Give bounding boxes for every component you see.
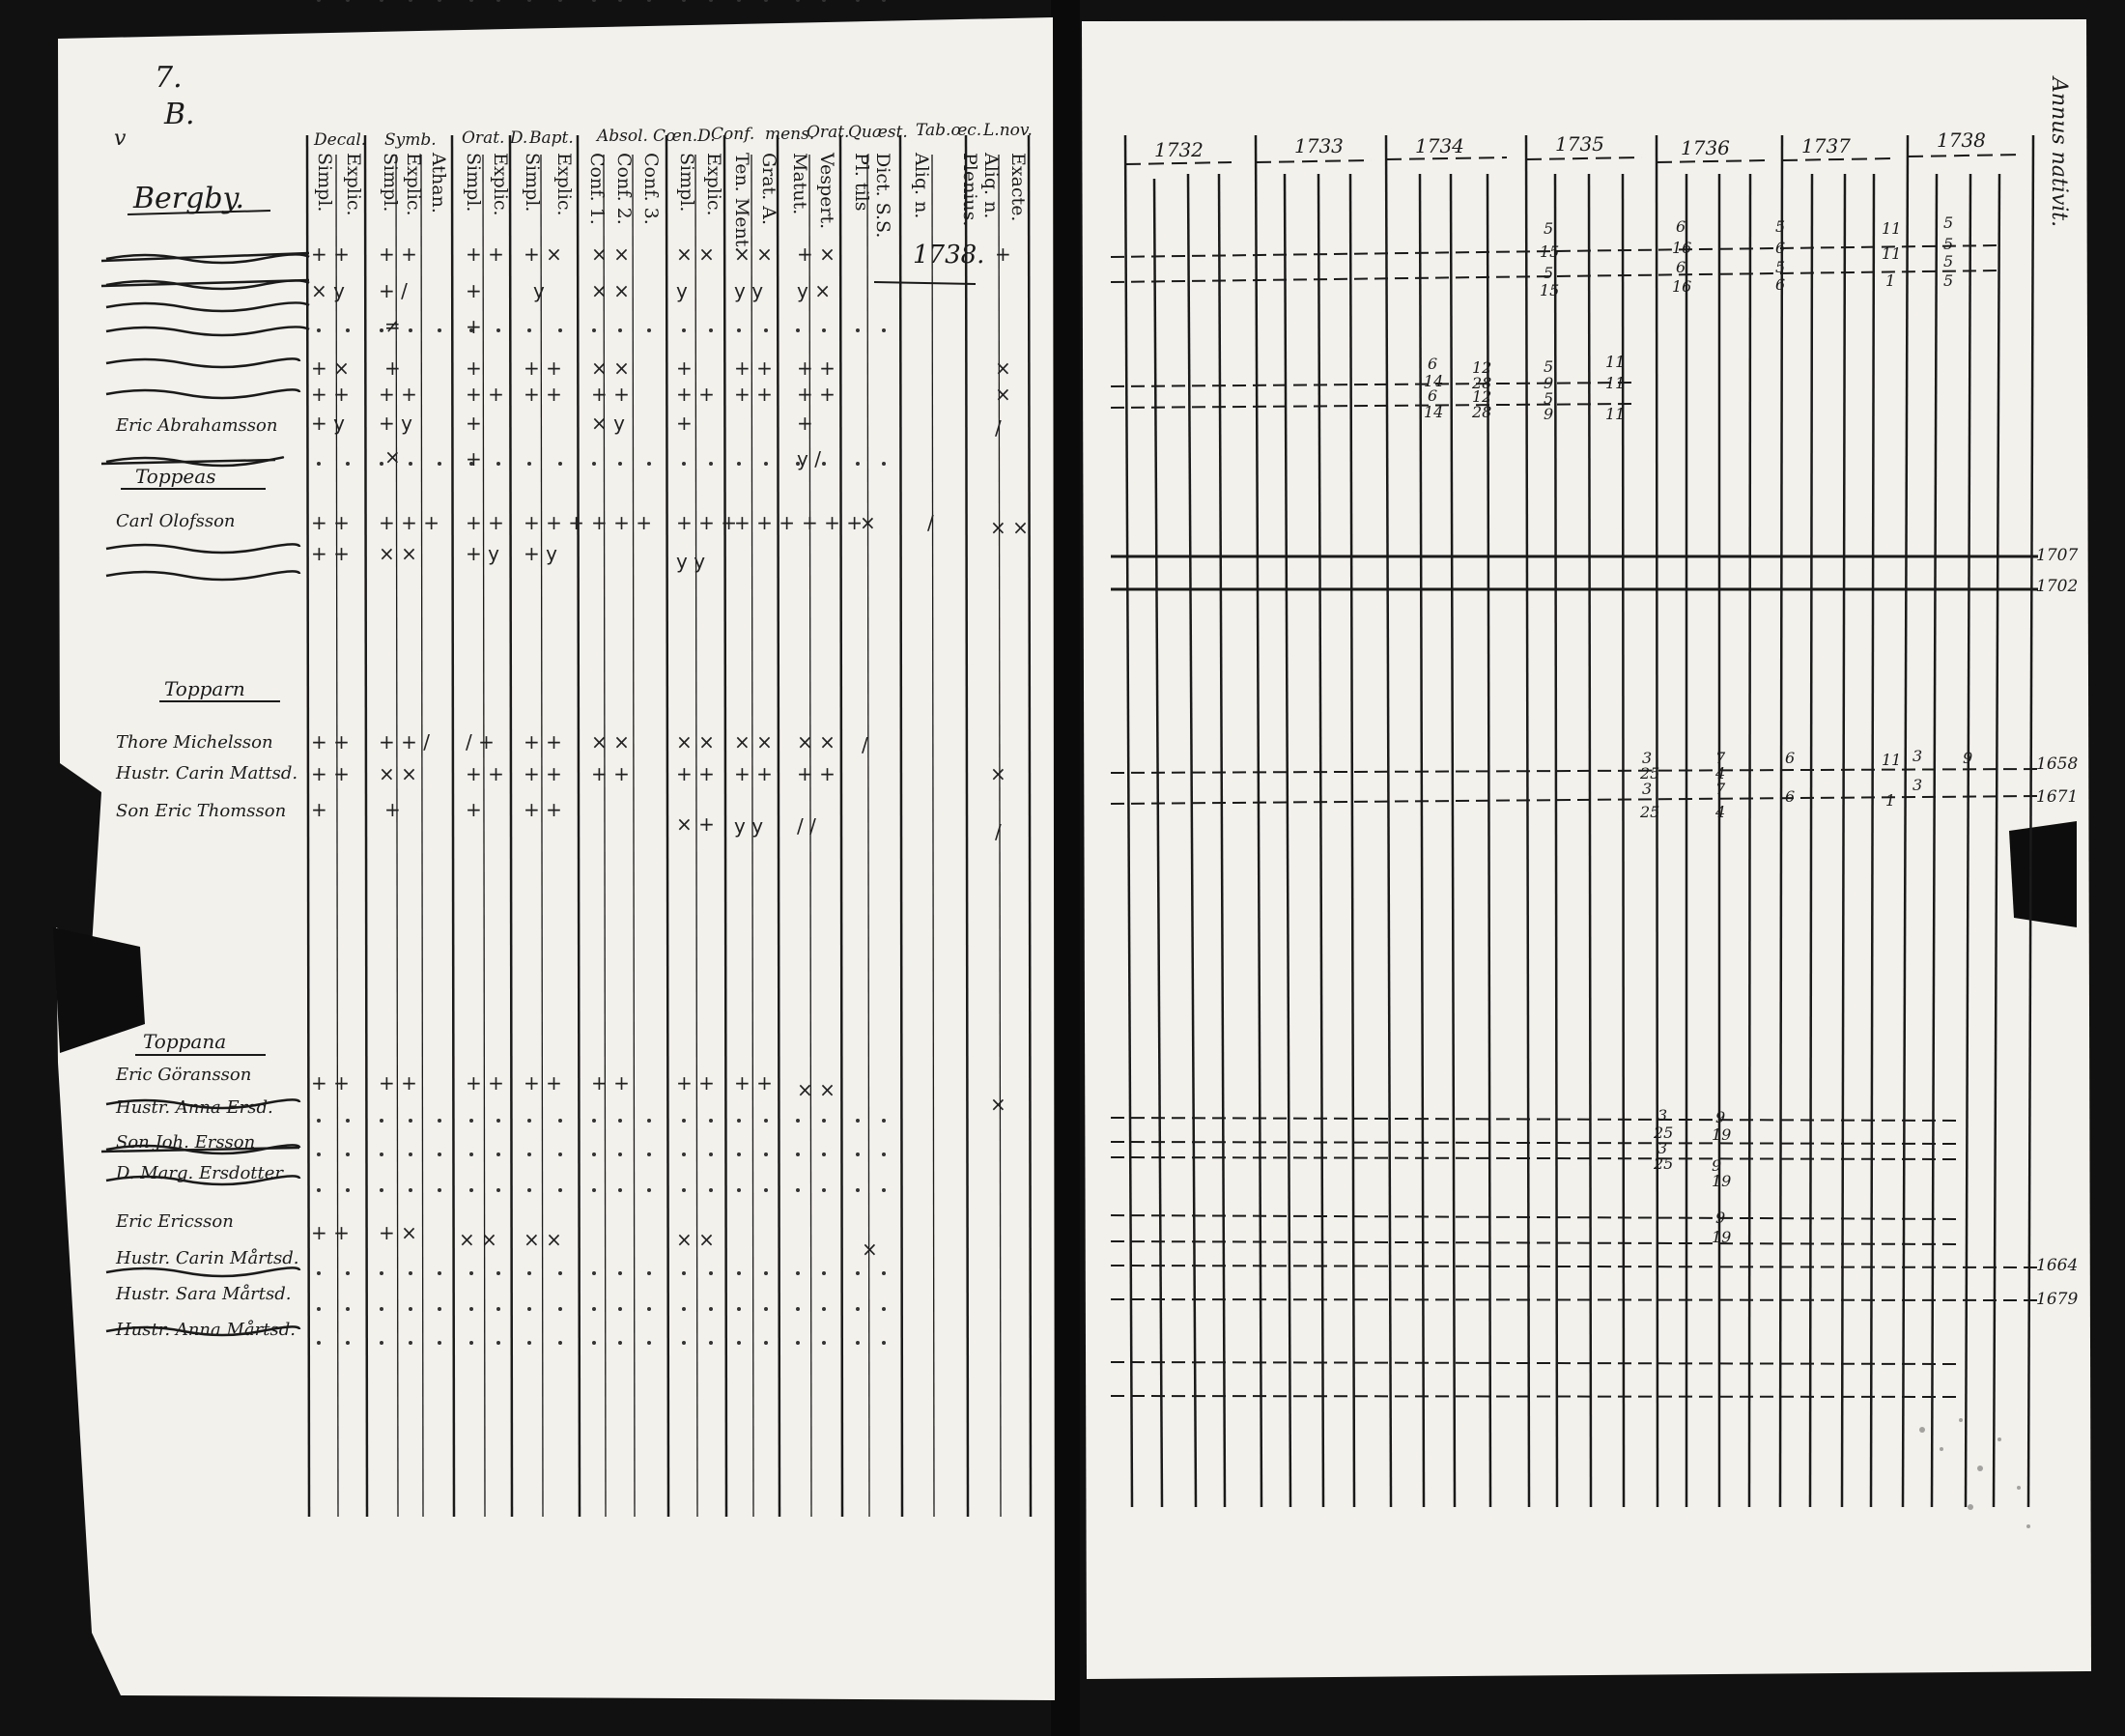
mark: 14 <box>1424 372 1444 390</box>
mark: 5 <box>1943 252 1954 270</box>
col-header: Simpl. <box>463 153 484 213</box>
mark: 5 <box>1775 258 1786 276</box>
mark: 9 <box>1715 1209 1726 1227</box>
svg-text:+ +: + + <box>676 1071 715 1095</box>
mark: 4 <box>1715 764 1726 783</box>
svg-text:+ +: + + <box>524 1071 562 1095</box>
svg-text:× ×: × × <box>591 242 630 266</box>
svg-text:+ y: + y <box>311 412 345 435</box>
svg-text:+ +: + + <box>379 242 417 266</box>
svg-text:×: × <box>995 383 1011 406</box>
svg-text:×: × <box>860 511 876 534</box>
col-header: Matut. <box>789 153 810 215</box>
mark: 11 <box>1605 405 1626 423</box>
mark: 11 <box>1882 751 1902 769</box>
mark: 9 <box>1715 1108 1726 1126</box>
group-orat: Orat. <box>807 123 850 142</box>
col-header: Dict. S.S. <box>872 153 893 239</box>
group-coen-d: Cœn.D. <box>653 127 716 146</box>
year-label: 1734 <box>1415 134 1464 157</box>
col-header: Grat. A. <box>758 153 779 226</box>
mark: 7 <box>1715 780 1726 798</box>
group-tab-oec: Tab.œc. <box>916 121 982 140</box>
mark: 11 <box>1605 353 1626 371</box>
birth-year: 1658 <box>2036 754 2079 774</box>
group-conf: Conf. <box>711 125 755 144</box>
svg-text:+: + <box>311 798 327 821</box>
svg-text:+ /: + / <box>379 279 408 302</box>
svg-text:+: + <box>676 412 693 435</box>
group-symb: Symb. <box>384 130 437 150</box>
svg-text:×: × <box>995 356 1011 380</box>
svg-text:+: + <box>466 798 482 821</box>
svg-text:/ /: / / <box>797 814 816 838</box>
svg-text:+ +: + + <box>311 511 350 534</box>
svg-text:+ +: + + <box>734 383 773 406</box>
svg-text:+: + <box>466 412 482 435</box>
svg-text:/: / <box>995 416 1002 440</box>
birth-year: 1702 <box>2036 577 2079 596</box>
svg-text:× ×: × × <box>591 730 630 754</box>
svg-text:+ + +: + + + <box>524 511 584 534</box>
year-label: 1738 <box>1937 128 1986 152</box>
resident-name: Carl Olofsson <box>116 511 236 531</box>
mark: 25 <box>1640 764 1660 783</box>
svg-text:+: + <box>466 356 482 380</box>
svg-text:+: + <box>797 412 813 435</box>
svg-text:+ +: + + <box>311 242 350 266</box>
svg-text:+ +: + + <box>466 511 504 534</box>
svg-text:+ y: + y <box>379 412 412 435</box>
mark: 3 <box>1642 780 1653 798</box>
mark: 3 <box>1642 749 1653 767</box>
col-header: Exacte. <box>1007 153 1029 222</box>
svg-text:y y: y y <box>734 279 764 302</box>
household-heading: Toppeas <box>135 465 216 488</box>
mark: 9 <box>1544 374 1554 392</box>
svg-text:× ×: × × <box>676 242 715 266</box>
svg-text:+ +: + + <box>311 542 350 565</box>
village-name: Bergby. <box>133 182 245 215</box>
col-header: Simpl. <box>522 153 543 213</box>
mark: 6 <box>1676 258 1686 276</box>
resident-name: Son Eric Thomsson <box>116 801 287 821</box>
svg-text:+: + <box>676 356 693 380</box>
mark: 3 <box>1658 1106 1668 1124</box>
col-header: Athan. <box>428 153 449 213</box>
svg-text:y y: y y <box>676 550 706 573</box>
birth-year: 1671 <box>2036 787 2079 807</box>
group-orat-d: Orat. D. <box>462 128 528 148</box>
birth-year: 1664 <box>2036 1256 2079 1275</box>
mark: 6 <box>1676 217 1686 236</box>
right-page <box>1082 19 2091 1679</box>
mark: 25 <box>1654 1124 1674 1142</box>
mark: 28 <box>1472 374 1492 392</box>
col-header: Explic. <box>490 153 511 216</box>
mark: 9 <box>1963 749 1973 767</box>
mark: 5 <box>1943 271 1954 290</box>
svg-text:+ + /: + + / <box>379 730 430 754</box>
svg-text:+ +: + + <box>524 356 562 380</box>
svg-text:×: × <box>990 1093 1006 1116</box>
year-label: 1733 <box>1294 134 1344 157</box>
group-absol: Absol. <box>597 127 648 146</box>
mark: 16 <box>1672 239 1692 257</box>
mark: 6 <box>1775 275 1786 294</box>
svg-text:/: / <box>995 820 1002 843</box>
svg-text:+ +: + + <box>466 242 504 266</box>
col-header: Aliq. n. <box>980 153 1002 219</box>
resident-name: Hustr. Anna Mårtsd. <box>116 1320 296 1340</box>
svg-text:y ×: y × <box>797 279 831 302</box>
svg-text:+ +: + + <box>591 383 630 406</box>
svg-text:×: × <box>384 445 401 469</box>
svg-text:+ +: + + <box>466 1071 504 1095</box>
svg-text:× ×: × × <box>734 730 773 754</box>
resident-name: Eric Göransson <box>116 1065 252 1085</box>
mark: 9 <box>1712 1156 1722 1175</box>
col-header: Conf. 3. <box>640 153 662 225</box>
col-header: Explic. <box>343 153 364 216</box>
svg-text:+ +: + + <box>311 730 350 754</box>
margin-title: Annus nativit. <box>2047 77 2071 228</box>
svg-text:+ +: + + <box>524 798 562 821</box>
resident-name: Thore Michelsson <box>116 732 273 753</box>
year-label: 1735 <box>1555 132 1604 156</box>
svg-text:× ×: × × <box>379 762 417 785</box>
svg-text:× ×: × × <box>524 1228 562 1251</box>
year-label: 1732 <box>1154 138 1204 161</box>
svg-text:+ +: + + <box>311 383 350 406</box>
year-label: 1737 <box>1801 134 1851 157</box>
resident-name: Hustr. Anna Ersd. <box>116 1097 273 1118</box>
svg-text:/ +: / + <box>466 730 495 754</box>
svg-text:+ +: + + <box>524 730 562 754</box>
svg-text:+: + <box>466 279 482 302</box>
svg-text:+ +: + + <box>466 762 504 785</box>
resident-name: Eric Abrahamsson <box>116 415 278 436</box>
svg-text:/: / <box>862 733 868 756</box>
col-header: Explic. <box>553 153 575 216</box>
birth-year: 1707 <box>2036 546 2079 565</box>
svg-text:× ×: × × <box>990 516 1029 539</box>
svg-text:× ×: × × <box>734 242 773 266</box>
svg-text:× ×: × × <box>797 730 836 754</box>
col-header: Explic. <box>403 153 424 216</box>
col-header: Simpl. <box>676 153 697 213</box>
svg-text:+ +: + + <box>379 1071 417 1095</box>
mark: 1 <box>1885 271 1896 290</box>
col-header: Plenius. <box>959 153 980 227</box>
svg-text:+ +: + + <box>311 1221 350 1244</box>
svg-text:×: × <box>990 762 1006 785</box>
svg-text:+: + <box>384 356 401 380</box>
mark: 11 <box>1882 244 1902 263</box>
mark: 19 <box>1712 1125 1732 1144</box>
mark: 11 <box>1882 219 1902 238</box>
svg-text:+ ×: + × <box>379 1221 417 1244</box>
svg-text:× ×: × × <box>459 1228 497 1251</box>
mark: 1 <box>1885 791 1896 810</box>
col-header: Conf. 1. <box>586 153 608 225</box>
svg-text:≠: ≠ <box>384 314 401 337</box>
svg-text:+ +: + + <box>591 762 630 785</box>
svg-text:+: + <box>995 242 1011 266</box>
group-decal: Decal. <box>314 130 367 150</box>
mark: 5 <box>1544 357 1554 376</box>
household-heading: Toppana <box>143 1030 227 1053</box>
mark: 9 <box>1544 405 1554 423</box>
group-l-nov: L.nov. <box>983 121 1033 140</box>
group-bapt: Bapt. <box>529 128 574 148</box>
mark: 12 <box>1472 387 1492 406</box>
mark: 6 <box>1428 355 1438 373</box>
mark: 25 <box>1654 1154 1674 1173</box>
svg-text:+ ×: + × <box>311 356 350 380</box>
col-header: Explic. <box>703 153 724 216</box>
svg-text:+ +: + + <box>734 356 773 380</box>
mark: 15 <box>1540 281 1560 299</box>
group-mens: mens. <box>765 125 815 144</box>
svg-text:y y: y y <box>734 814 764 838</box>
svg-text:+ +: + + <box>797 356 836 380</box>
svg-text:+: + <box>466 315 482 338</box>
col-header: Vespert. <box>816 153 837 230</box>
svg-text:+ +: + + <box>676 762 715 785</box>
svg-text:× ×: × × <box>676 730 715 754</box>
mark: 5 <box>1544 219 1554 238</box>
col-header: Simpl. <box>380 153 401 213</box>
svg-text:+ +: + + <box>311 762 350 785</box>
mark: 19 <box>1712 1172 1732 1190</box>
resident-name: Son Joh. Ersson <box>116 1132 256 1153</box>
svg-text:× y: × y <box>311 279 345 302</box>
year-note: 1738. <box>913 241 985 270</box>
svg-text:× ×: × × <box>591 279 630 302</box>
resident-name: Hustr. Carin Mattsd. <box>116 763 298 783</box>
svg-text:+ +: + + <box>311 1071 350 1095</box>
svg-text:+ +: + + <box>734 762 773 785</box>
mark: 15 <box>1540 242 1560 261</box>
household-heading: Topparn <box>164 677 245 700</box>
group-quaest: Quæst. <box>848 123 908 142</box>
svg-text:+ ×: + × <box>524 242 562 266</box>
resident-name: Hustr. Sara Mårtsd. <box>116 1284 292 1304</box>
mark: 7 <box>1715 749 1726 767</box>
mark: 6 <box>1785 749 1796 767</box>
birth-year: 1679 <box>2036 1290 2079 1309</box>
svg-text:× +: × + <box>676 812 715 836</box>
svg-text:+ +: + + <box>797 383 836 406</box>
svg-text:+ + +: + + + <box>591 511 652 534</box>
resident-name: Hustr. Carin Mårtsd. <box>116 1248 299 1268</box>
svg-text:+ +: + + <box>524 383 562 406</box>
svg-text:× ×: × × <box>379 542 417 565</box>
mark: 5 <box>1544 264 1554 282</box>
page-number: 7. <box>155 61 183 95</box>
svg-text:+ y: + y <box>524 542 557 565</box>
svg-text:+ + +: + + + <box>676 511 737 534</box>
left-page <box>56 17 1055 1700</box>
mark: 5 <box>1943 235 1954 253</box>
mark: 5 <box>1544 389 1554 408</box>
svg-text:×: × <box>862 1238 878 1261</box>
mark: 14 <box>1424 403 1444 421</box>
col-header: Simpl. <box>314 153 335 213</box>
page-sub-number: B. <box>164 98 195 131</box>
mark: 3 <box>1912 776 1923 794</box>
svg-text:y: y <box>676 279 688 302</box>
svg-text:/: / <box>927 511 934 534</box>
svg-text:+ +: + + <box>591 1071 630 1095</box>
svg-text:+ +: + + <box>676 383 715 406</box>
svg-text:+ +: + + <box>797 762 836 785</box>
svg-text:+ + +: + + + <box>802 511 863 534</box>
svg-text:+ +: + + <box>524 762 562 785</box>
svg-text:+: + <box>384 798 401 821</box>
svg-text:y: y <box>533 279 545 302</box>
mark: 6 <box>1785 787 1796 806</box>
col-header: Aliq. n. <box>911 153 932 219</box>
svg-text:× ×: × × <box>591 356 630 380</box>
svg-text:+ +: + + <box>734 1071 773 1095</box>
svg-text:+ ×: + × <box>797 242 836 266</box>
resident-name: Eric Ericsson <box>116 1211 234 1232</box>
svg-text:y /: y / <box>797 447 821 470</box>
mark: 6 <box>1775 239 1786 257</box>
mark: 28 <box>1472 403 1492 421</box>
svg-text:+ + +: + + + <box>379 511 439 534</box>
year-label: 1736 <box>1681 136 1730 159</box>
mark: 16 <box>1672 277 1692 296</box>
svg-text:+ +: + + <box>379 383 417 406</box>
mark: 5 <box>1943 213 1954 232</box>
mark: 12 <box>1472 358 1492 377</box>
svg-text:+: + <box>466 447 482 470</box>
mark: 4 <box>1715 803 1726 821</box>
svg-text:+ +: + + <box>466 383 504 406</box>
resident-name: D. Marg. Ersdotter <box>116 1163 284 1183</box>
mark: 19 <box>1712 1228 1732 1246</box>
svg-text:× ×: × × <box>676 1228 715 1251</box>
mark: 3 <box>1912 747 1923 765</box>
mark: 5 <box>1775 217 1786 236</box>
svg-text:+ y: + y <box>466 542 499 565</box>
svg-text:× ×: × × <box>797 1078 836 1101</box>
margin-mark: v <box>114 127 127 151</box>
mark: 6 <box>1428 386 1438 405</box>
mark: 11 <box>1605 374 1626 392</box>
mark: 3 <box>1658 1139 1668 1157</box>
mark: 25 <box>1640 803 1660 821</box>
svg-text:+ + +: + + + <box>734 511 795 534</box>
col-header: Pl. tils <box>851 153 872 212</box>
col-header: Ten. Ment. <box>731 153 752 253</box>
svg-text:× y: × y <box>591 412 625 435</box>
col-header: Conf. 2. <box>613 153 635 225</box>
